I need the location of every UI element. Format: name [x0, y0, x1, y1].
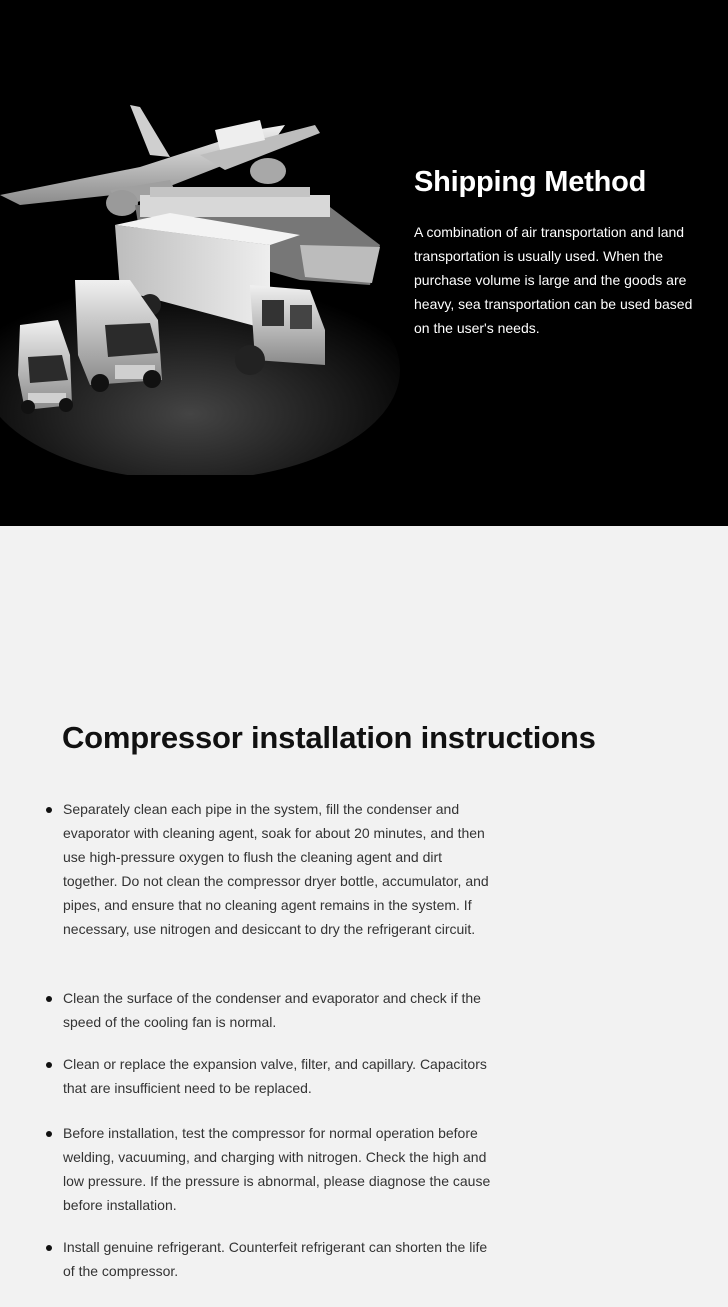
bullet-icon [46, 1131, 52, 1137]
bullet-icon [46, 1245, 52, 1251]
shipping-description: A combination of air transportation and land transportation is usually used. When the purchase volume is large and the goods are heavy, sea transportation can be used based on the user's needs. [414, 224, 693, 336]
list-item [63, 1052, 495, 1100]
bullet-icon [46, 1062, 52, 1068]
step-text: Install genuine refrigerant. Counterfeit refrigerant can shorten the life of the compressor. [63, 1239, 488, 1279]
list-item [63, 986, 495, 1034]
list-item [63, 797, 495, 941]
step-text: Separately clean each pipe in the system, fill the condenser and evaporator with cleaning agent, soak for about 20 minutes, and then use high-pressure oxygen to flush the cleaning agent and dirt together. Do not clean the compressor dryer bottle, accumulator, and pipes, and ensure that no cleaning agent remains in the system. If necessary, use nitrogen and desiccant to dry the refrigerant circuit. [63, 801, 489, 937]
step-text: Before installation, test the compressor for normal operation before welding, vacuuming, and charging with nitrogen. Check the high and low pressure. If the pressure is abnormal, please diagnose the cause before installation. [63, 1125, 491, 1213]
bullet-icon [46, 996, 52, 1002]
shipping-title: Shipping Method [414, 166, 647, 198]
list-item [63, 1121, 495, 1217]
step-text: Clean or replace the expansion valve, filter, and capillary. Capacitors that are insufficient need to be replaced. [63, 1056, 487, 1096]
list-item [63, 1235, 495, 1283]
step-text: Clean the surface of the condenser and evaporator and check if the speed of the cooling fan is normal. [63, 990, 481, 1030]
bullet-icon [46, 807, 52, 813]
installation-title: Compressor installation instructions [62, 720, 596, 755]
